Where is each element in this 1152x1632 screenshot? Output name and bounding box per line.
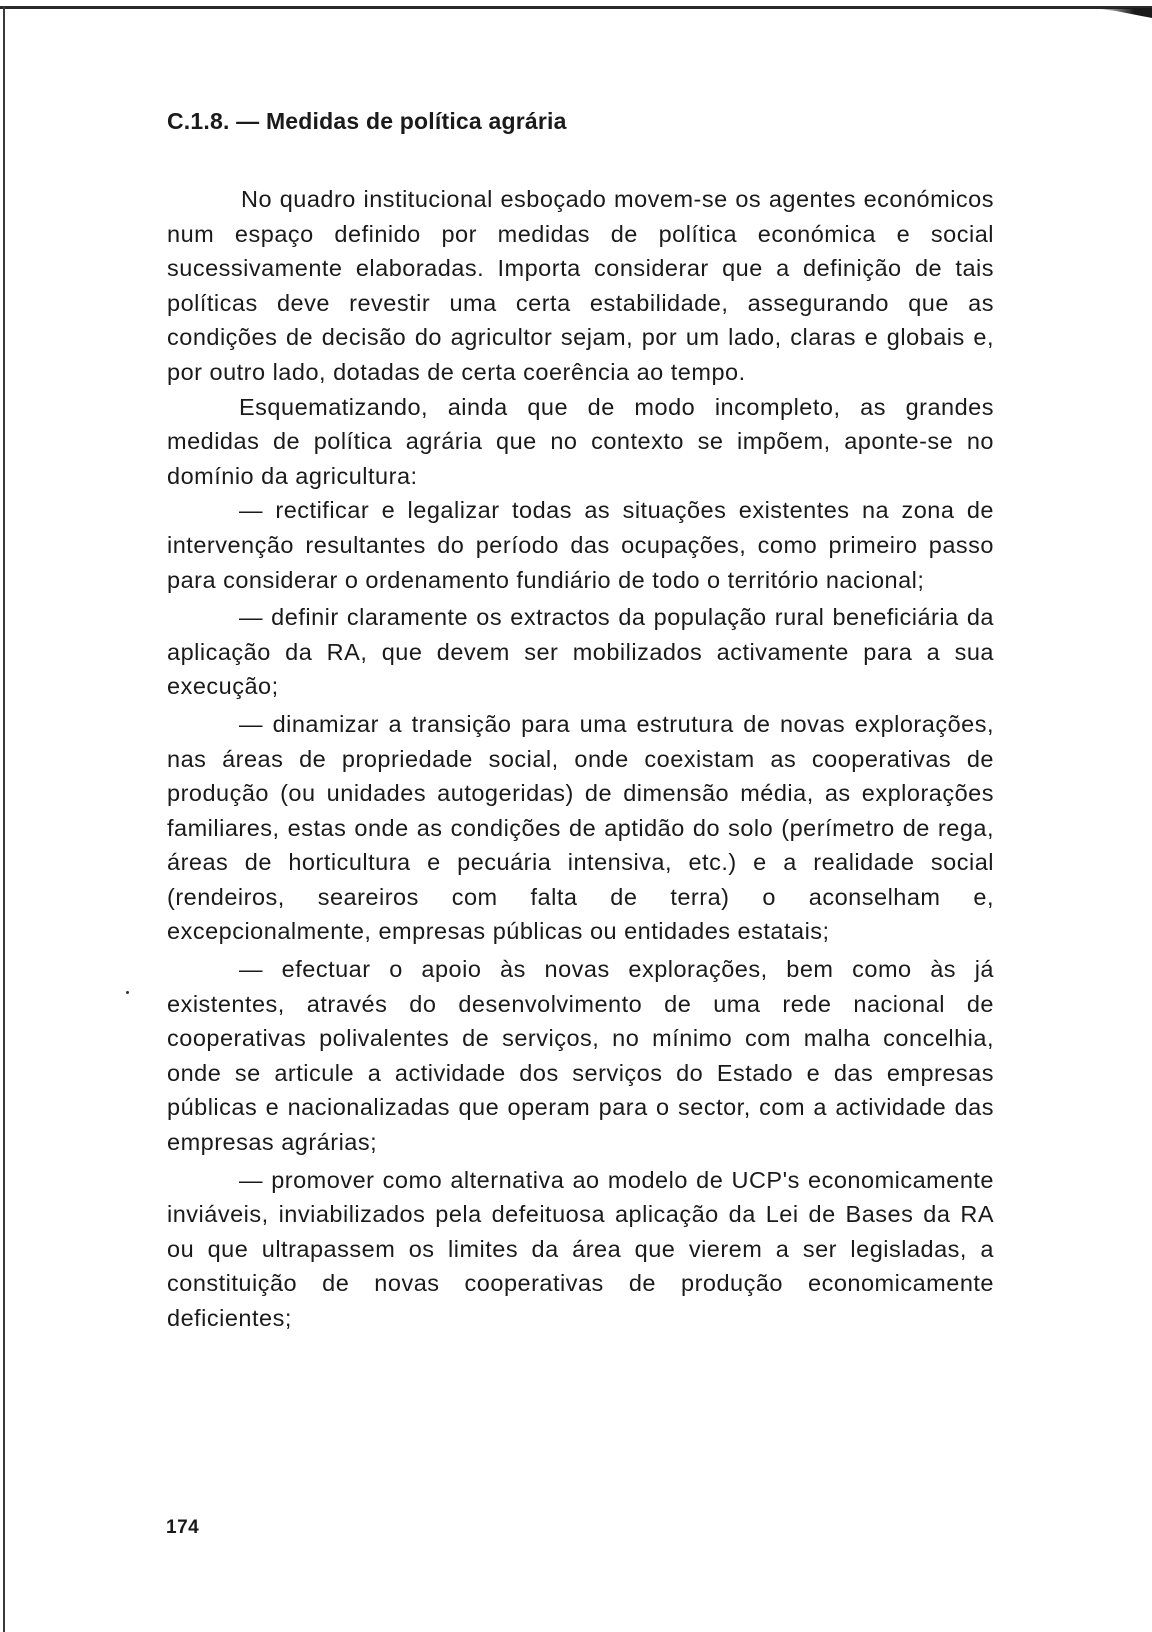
section-heading: C.1.8. — Medidas de política agrária	[167, 108, 567, 134]
list-item-efectuar: — efectuar o apoio às novas explorações, bem como às já existentes, através do desenvolvimento de uma rede nacional de cooperativas polivalentes de serviços, no mínimo com malha concelhia, onde se articule a actividade dos serviços do Estado e das empresas públicas e nacionalizadas que operam para o sector, com a actividade das empresas agrárias;	[167, 956, 994, 1156]
list-item-promover: — promover como alternativa ao modelo de UCP's economicamente inviáveis, inviabilizados pela defeituosa aplicação da Lei de Bases da RA ou que ultrapassem os limites da área que vierem a ser legisladas, a constituição de novas cooperativas de produção economicamente deficientes;	[167, 1166, 994, 1331]
paragraph-outline: Esquematizando, ainda que de modo incompleto, as grandes medidas de política agrária que no contexto se impõem, aponte-se no domínio da agricultura:	[167, 393, 994, 489]
scan-corner-mark	[1092, 8, 1152, 18]
list-item-dinamizar: — dinamizar a transição para uma estrutura de novas explorações, nas áreas de propriedade social, onde coexistam as cooperativas de produção (ou unidades autogeridas) de dimensão média, as explorações familiares, estas onde as condições de aptidão do solo (perímetro de rega, áreas de horticultura e pecuária intensiva, etc.) e a realidade social (rendeiros, seareiros com falta de terra) o aconselham e, excepcionalmente, empresas públicas ou entidades estatais;	[167, 710, 994, 945]
scan-border-left	[3, 6, 5, 1632]
list-item-rectificar: — rectificar e legalizar todas as situações existentes na zona de intervenção resultantes do período das ocupações, como primeiro passo para considerar o ordenamento fundiário de todo o território nacional;	[167, 497, 994, 593]
page-number: 174	[166, 1517, 200, 1538]
list-item-definir: — definir claramente os extractos da população rural beneficiária da aplicação da RA, que devem ser mobilizados activamente para a sua execução;	[167, 604, 994, 700]
scan-speck	[126, 991, 129, 994]
page-body	[167, 104, 994, 1336]
scan-border-top	[0, 6, 1152, 9]
paragraph-intro: No quadro institucional esboçado movem-se os agentes económicos num espaço definido por medidas de política económica e social sucessivamente elaboradas. Importa considerar que a definição de tais políticas deve revestir uma certa estabilidade, assegurando que as condições de decisão do agricultor sejam, por um lado, claras e globais e, por outro lado, dotadas de certa coerência ao tempo.	[167, 186, 994, 385]
